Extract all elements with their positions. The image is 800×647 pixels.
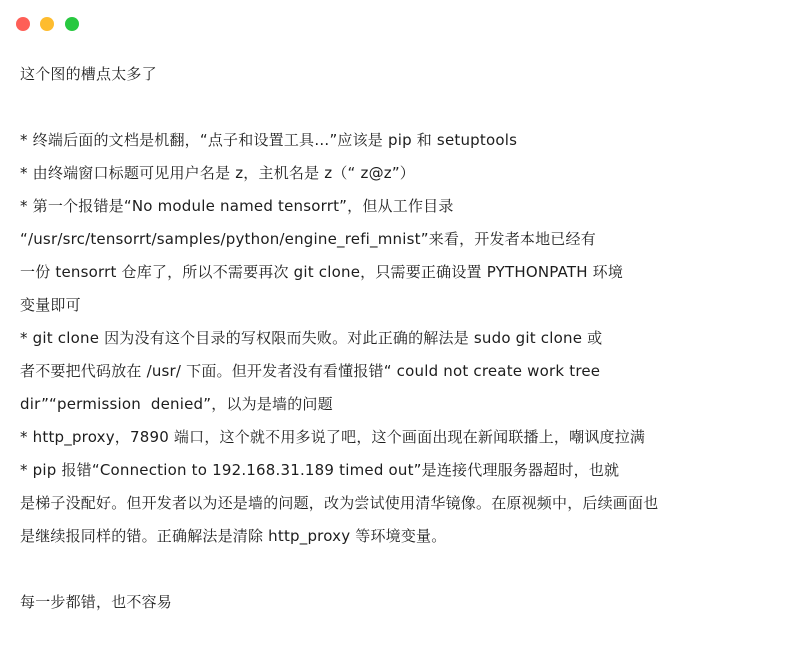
window-titlebar bbox=[0, 0, 800, 46]
note-line: 是继续报同样的错。正确解法是清除 http_proxy 等环境变量。 bbox=[20, 527, 447, 545]
note-line: * git clone 因为没有这个目录的写权限而失败。对此正确的解法是 sudo git clone 或 bbox=[20, 329, 603, 347]
note-line: * pip 报错“Connection to 192.168.31.189 timed out”是连接代理服务器超时，也就 bbox=[20, 461, 620, 479]
note-line: * 由终端窗口标题可见用户名是 z，主机名是 z（“ z@z”） bbox=[20, 164, 416, 182]
note-line: “/usr/src/tensorrt/samples/python/engine_refi_mnist”来看，开发者本地已经有 bbox=[20, 230, 596, 248]
minimize-window-icon[interactable] bbox=[40, 17, 54, 31]
note-body bbox=[20, 58, 790, 619]
note-line: 是梯子没配好。但开发者以为还是墙的问题，改为尝试使用清华镜像。在原视频中，后续画面也 bbox=[20, 494, 659, 512]
close-window-icon[interactable] bbox=[16, 17, 30, 31]
note-line: * 终端后面的文档是机翻，“点子和设置工具…”应该是 pip 和 setuptools bbox=[20, 131, 518, 149]
note-line: * 第一个报错是“No module named tensorrt”，但从工作目录 bbox=[20, 197, 454, 215]
note-closing: 每一步都错，也不容易 bbox=[20, 593, 173, 611]
zoom-window-icon[interactable] bbox=[65, 17, 79, 31]
blank-line bbox=[20, 553, 790, 586]
note-line: 一份 tensorrt 仓库了，所以不需要再次 git clone，只需要正确设置 PYTHONPATH 环境 bbox=[20, 263, 624, 281]
note-line: 变量即可 bbox=[20, 296, 81, 314]
note-line: dir”“permission denied”，以为是墙的问题 bbox=[20, 395, 333, 413]
note-line: * http_proxy，7890 端口，这个就不用多说了吧，这个画面出现在新闻联播上，嘲讽度拉满 bbox=[20, 428, 646, 446]
note-heading: 这个图的槽点太多了 bbox=[20, 65, 157, 83]
note-line: 者不要把代码放在 /usr/ 下面。但开发者没有看懂报错“ could not create work tree bbox=[20, 362, 601, 380]
blank-line bbox=[20, 91, 790, 124]
